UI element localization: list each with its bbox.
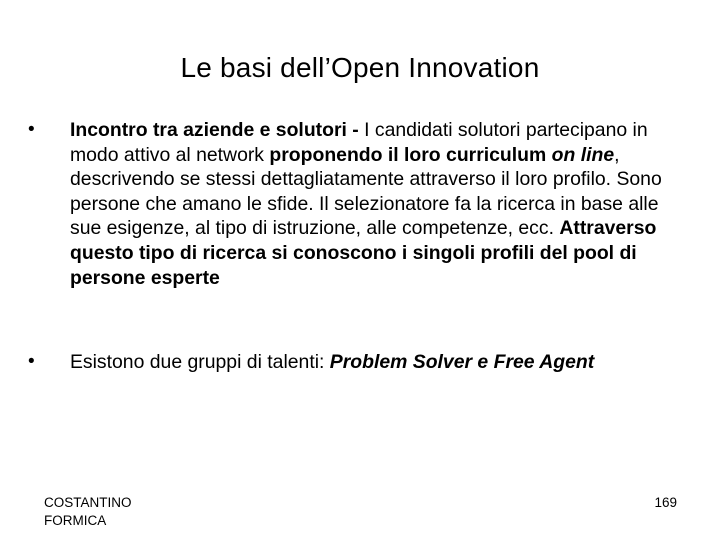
bullet2-bold-italic: Problem Solver e Free Agent <box>329 351 595 373</box>
bullet1-bold-3: Attraverso questo tipo di ricerca si conoscono i singoli profili del pool di persone esperte <box>70 217 657 289</box>
bullet1-text-1: I candidati solutori partecipano in modo attivo al network <box>70 119 648 166</box>
bullet1-bold-italic: on line <box>551 143 615 166</box>
footer-author-line1: COSTANTINO <box>44 495 132 510</box>
footer-author-line2: FORMICA <box>44 513 107 528</box>
bullet2-text: Esistono due gruppi di talenti: <box>70 351 330 373</box>
footer-author <box>44 494 132 530</box>
bullet-marker: • <box>28 351 35 372</box>
bullet-item-1 <box>28 118 670 290</box>
bullet1-text-2: , descrivendo se stessi dettagliatamente attraverso il loro profilo. Sono persone che amano le sfide. Il selezionatore fa la ricerca in base alle sue esigenze, al tipo di istruzione, alle competenze, ecc. <box>70 143 662 240</box>
slide-title: Le basi dell’Open Innovation <box>180 52 540 83</box>
page-number: 169 <box>654 495 677 510</box>
bullet-item-2 <box>28 350 670 375</box>
bullet1-bold-2: proponendo il loro curriculum <box>269 143 547 166</box>
bullet1-bold-lead: Incontro tra aziende e solutori - <box>70 119 359 141</box>
bullet-marker: • <box>28 119 35 140</box>
